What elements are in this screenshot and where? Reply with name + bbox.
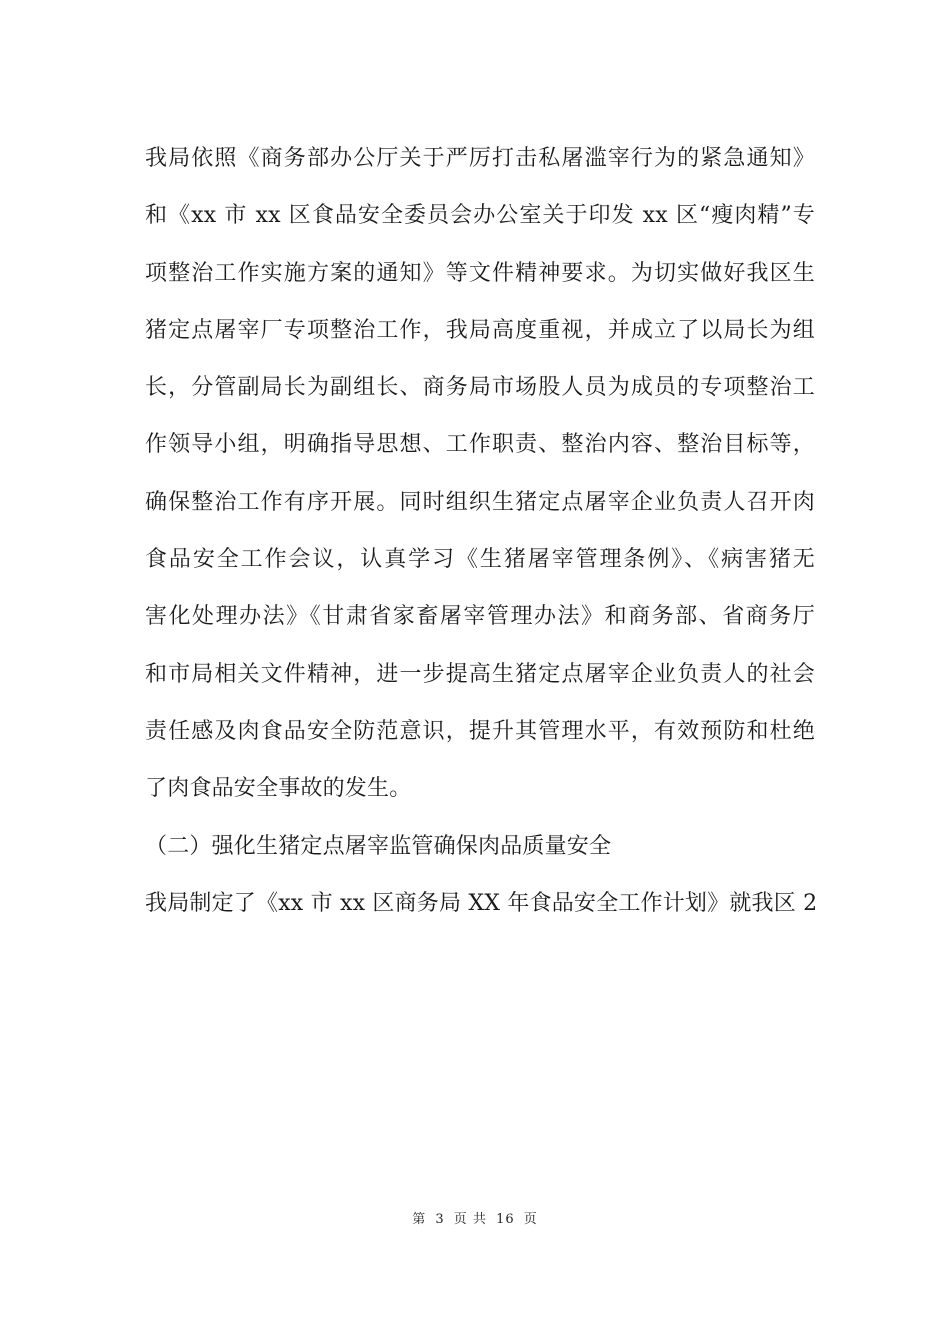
text-line-5: 长，分管副局长为副组长、商务局市场股人员为成员的专项整治工 — [145, 375, 815, 401]
text-line-2: 和《xx 市 xx 区食品安全委员会办公室关于印发 xx 区“瘦肉精”专 — [145, 203, 815, 229]
footer-suffix: 页 — [523, 1212, 538, 1227]
text-line-8: 食品安全工作会议，认真学习《生猪屠宰管理条例》、《病害猪无 — [145, 547, 815, 573]
text-line-6: 作领导小组，明确指导思想、工作职责、整治内容、整治目标等， — [145, 432, 815, 458]
text-line-1: 我局依照《商务部办公厅关于严厉打击私屠滥宰行为的紧急通知》 — [145, 146, 815, 171]
text-line-4: 猪定点屠宰厂专项整治工作，我局高度重视，并成立了以局长为组 — [145, 317, 815, 343]
footer-middle: 页 共 — [453, 1212, 487, 1227]
text-line-9: 害化处理办法》《甘肃省家畜屠宰管理办法》和商务部、省商务厅 — [145, 604, 815, 630]
text-line-11: 责任感及肉食品安全防范意识，提升其管理水平，有效预防和杜绝 — [145, 718, 815, 744]
body-text — [145, 130, 818, 932]
text-line-12: 了肉食品安全事故的发生。 — [145, 776, 412, 802]
page-footer — [0, 1208, 950, 1227]
footer-current-page: 3 — [435, 1212, 445, 1227]
footer-total-pages: 16 — [496, 1212, 515, 1227]
text-line-3: 项整治工作实施方案的通知》等文件精神要求。为切实做好我区生 — [145, 260, 815, 286]
text-line-7: 确保整治工作有序开展。同时组织生猪定点屠宰企业负责人召开肉 — [145, 489, 815, 515]
text-line-10: 和市局相关文件精神，进一步提高生猪定点屠宰企业负责人的社会 — [145, 661, 815, 687]
section-heading: （二）强化生猪定点屠宰监管确保肉品质量安全 — [145, 833, 612, 859]
text-line-14: 我局制定了《xx 市 xx 区商务局 XX 年食品安全工作计划》就我区 2 — [145, 890, 818, 916]
footer-prefix: 第 — [412, 1212, 427, 1227]
